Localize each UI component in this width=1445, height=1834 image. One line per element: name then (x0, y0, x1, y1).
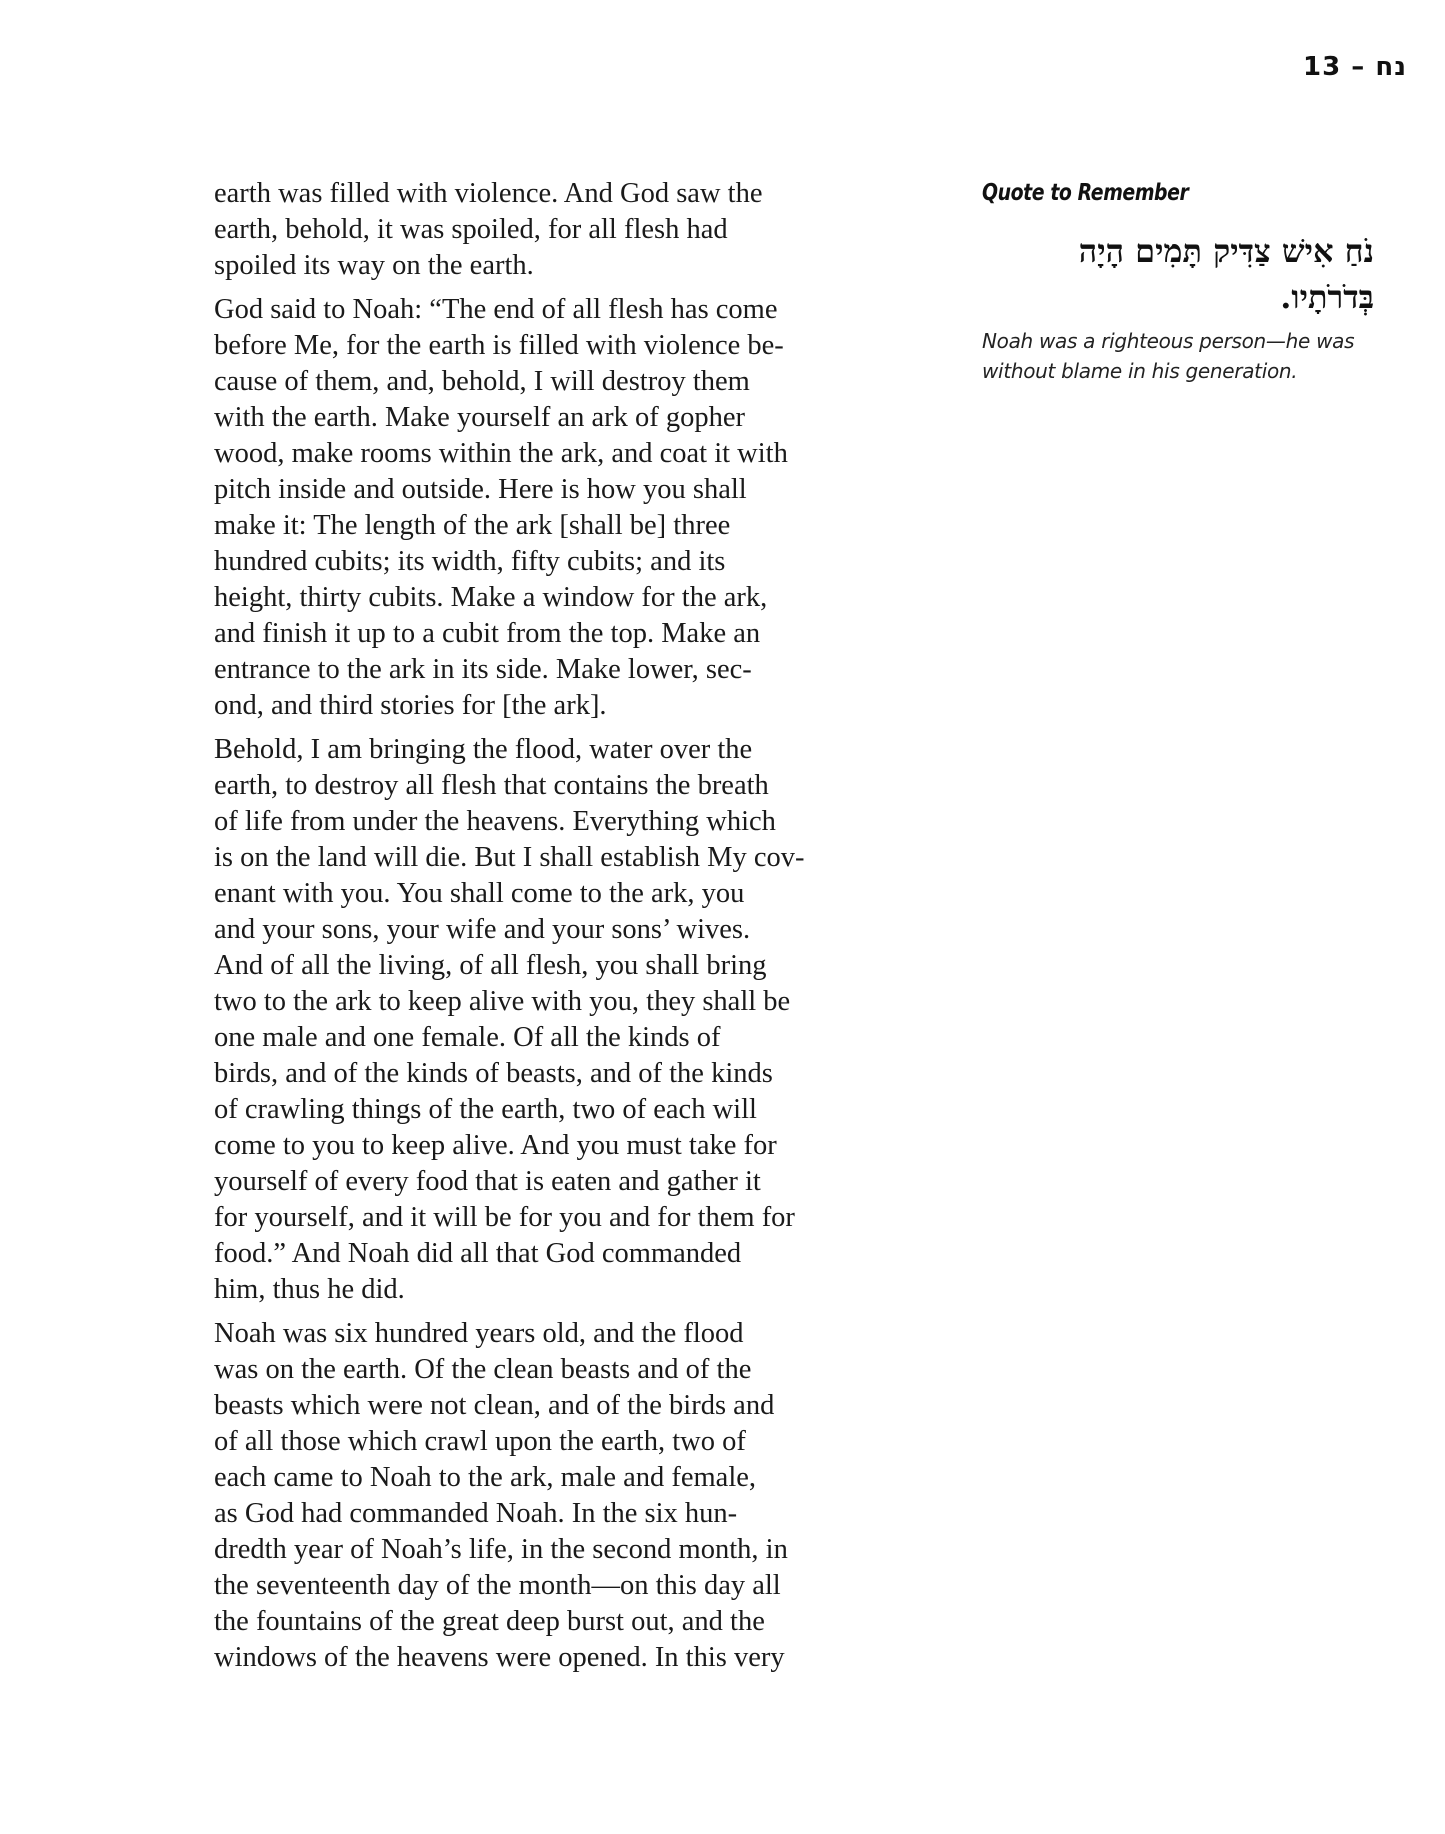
quote-sidebar (982, 180, 1382, 386)
text-line: entrance to the ark in its side. Make lower, sec- (214, 654, 752, 685)
text-line: Noah was six hundred years old, and the flood (214, 1318, 744, 1349)
quote-translation (982, 326, 1382, 386)
text-line: windows of the heavens were opened. In this very (214, 1642, 785, 1673)
hebrew-line: נֹחַ אִישׁ צַדִּיק תָּמִים הָיָה (1078, 232, 1374, 270)
text-line: height, thirty cubits. Make a window for the ark, (214, 582, 768, 613)
text-line: wood, make rooms within the ark, and coat it with (214, 438, 788, 469)
text-line: earth, to destroy all flesh that contains the breath (214, 770, 769, 801)
parsha-name: נח (1375, 52, 1407, 82)
quote-hebrew (982, 228, 1374, 320)
text-line: with the earth. Make yourself an ark of gopher (214, 402, 746, 433)
text-line: Behold, I am bringing the flood, water over the (214, 734, 753, 765)
text-line: cause of them, and, behold, I will destroy them (214, 366, 750, 397)
text-line: is on the land will die. But I shall establish My cov- (214, 842, 805, 873)
paragraph-1 (214, 176, 894, 284)
text-line: and your sons, your wife and your sons’ wives. (214, 914, 751, 945)
text-line: hundred cubits; its width, fifty cubits; and its (214, 546, 726, 577)
translation-line: Noah was a righteous person—he was (982, 329, 1355, 353)
text-line: earth was filled with violence. And God saw the (214, 178, 763, 209)
text-line: pitch inside and outside. Here is how you shall (214, 474, 747, 505)
header-separator: – (1351, 52, 1366, 82)
text-line: the seventeenth day of the month—on this day all (214, 1570, 781, 1601)
main-text-column (214, 176, 894, 1684)
translation-line: without blame in his generation. (982, 359, 1298, 383)
text-line: God said to Noah: “The end of all flesh has come (214, 294, 778, 325)
text-line: for yourself, and it will be for you and for them for (214, 1202, 795, 1233)
text-line: earth, behold, it was spoiled, for all flesh had (214, 214, 728, 245)
text-line: of crawling things of the earth, two of each will (214, 1094, 757, 1125)
text-line: was on the earth. Of the clean beasts and of the (214, 1354, 752, 1385)
text-line: ond, and third stories for [the ark]. (214, 690, 607, 721)
paragraph-2 (214, 292, 894, 724)
text-line: beasts which were not clean, and of the birds and (214, 1390, 775, 1421)
text-line: come to you to keep alive. And you must take for (214, 1130, 777, 1161)
hebrew-line: בְּדֹרֹתָיו. (1280, 278, 1374, 316)
text-line: before Me, for the earth is filled with violence be- (214, 330, 784, 361)
text-line: yourself of every food that is eaten and gather it (214, 1166, 761, 1197)
text-line: the fountains of the great deep burst out, and the (214, 1606, 765, 1637)
paragraph-4 (214, 1316, 894, 1676)
quote-title: Quote to Remember (982, 180, 1189, 206)
text-line: of life from under the heavens. Everything which (214, 806, 776, 837)
text-line: and finish it up to a cubit from the top. Make an (214, 618, 761, 649)
text-line: enant with you. You shall come to the ark, you (214, 878, 745, 909)
text-line: dredth year of Noah’s life, in the second month, in (214, 1534, 788, 1565)
text-line: birds, and of the kinds of beasts, and of the kinds (214, 1058, 773, 1089)
text-line: food.” And Noah did all that God commanded (214, 1238, 742, 1269)
text-line: him, thus he did. (214, 1274, 405, 1305)
text-line: make it: The length of the ark [shall be] three (214, 510, 731, 541)
text-line: of all those which crawl upon the earth, two of (214, 1426, 746, 1457)
text-line: two to the ark to keep alive with you, they shall be (214, 986, 791, 1017)
paragraph-3 (214, 732, 894, 1308)
text-line: And of all the living, of all flesh, you shall bring (214, 950, 767, 981)
text-line: each came to Noah to the ark, male and female, (214, 1462, 757, 1493)
text-line: spoiled its way on the earth. (214, 250, 534, 281)
page-header (1303, 52, 1407, 82)
text-line: as God had commanded Noah. In the six hun- (214, 1498, 738, 1529)
text-line: one male and one female. Of all the kinds of (214, 1022, 721, 1053)
page-number: 13 (1303, 52, 1342, 82)
